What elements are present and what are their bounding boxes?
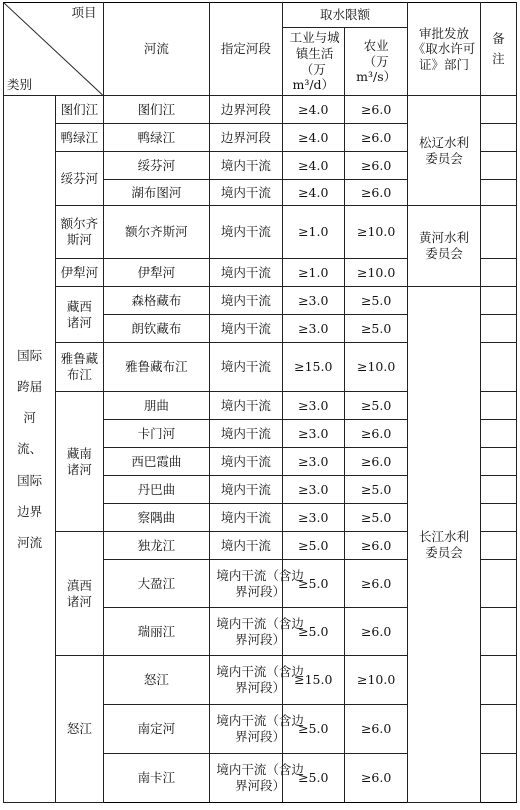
header-authority: 审批发放《取水许可证》部门	[408, 3, 480, 96]
remark-cell	[480, 180, 516, 206]
segment-cell: 境内干流	[210, 420, 282, 448]
industrial-cell: ≥3.0	[282, 476, 344, 504]
water-quota-table	[3, 2, 517, 803]
water-system: 鸭绿江	[56, 124, 103, 152]
agri-cell: ≥6.0	[344, 152, 407, 180]
remark-cell	[480, 152, 516, 180]
river-cell: 雅鲁藏布江	[103, 343, 210, 392]
agri-cell: ≥6.0	[344, 180, 407, 206]
water-system: 怒江	[56, 656, 103, 803]
agri-cell: ≥6.0	[344, 754, 407, 803]
remark-cell	[480, 504, 516, 532]
header-remark: 备注	[480, 3, 516, 96]
remark-cell	[480, 343, 516, 392]
river-cell: 湖布图河	[103, 180, 210, 206]
agri-cell: ≥5.0	[344, 287, 407, 315]
water-system: 雅鲁藏布江	[56, 343, 103, 392]
remark-cell	[480, 96, 516, 124]
category-cell: 国际跨届河流、国际边界河流	[4, 96, 56, 803]
agri-cell: ≥10.0	[344, 206, 407, 259]
industrial-cell: ≥4.0	[282, 152, 344, 180]
diagonal-header-cell	[4, 3, 104, 96]
segment-cell: 境内干流（含边界河段）	[210, 608, 282, 656]
industrial-cell: ≥1.0	[282, 206, 344, 259]
industrial-cell: ≥3.0	[282, 392, 344, 420]
segment-cell: 境内干流	[210, 287, 282, 315]
agri-cell: ≥5.0	[344, 504, 407, 532]
remark-cell	[480, 287, 516, 315]
authority-cell: 黄河水利委员会	[408, 206, 480, 287]
authority-cell: 松辽水利委员会	[408, 96, 480, 206]
river-cell: 丹巴曲	[103, 476, 210, 504]
water-system: 滇西诸河	[56, 532, 103, 656]
river-cell: 瑞丽江	[103, 608, 210, 656]
industrial-cell: ≥3.0	[282, 287, 344, 315]
header-river: 河流	[103, 3, 210, 96]
agri-cell: ≥6.0	[344, 560, 407, 608]
river-cell: 图们江	[103, 96, 210, 124]
remark-cell	[480, 392, 516, 420]
agri-cell: ≥6.0	[344, 448, 407, 476]
remark-cell	[480, 532, 516, 560]
header-quota: 取水限额	[282, 3, 408, 28]
industrial-cell: ≥5.0	[282, 754, 344, 803]
industrial-cell: ≥4.0	[282, 124, 344, 152]
river-cell: 朗钦藏布	[103, 315, 210, 343]
industrial-cell: ≥15.0	[282, 343, 344, 392]
remark-cell	[480, 560, 516, 608]
segment-cell: 境内干流	[210, 504, 282, 532]
remark-cell	[480, 705, 516, 754]
agri-cell: ≥5.0	[344, 315, 407, 343]
remark-cell	[480, 315, 516, 343]
river-cell: 西巴霞曲	[103, 448, 210, 476]
segment-cell: 境内干流（含边界河段）	[210, 560, 282, 608]
industrial-cell: ≥5.0	[282, 608, 344, 656]
segment-cell: 境内干流（含边界河段）	[210, 705, 282, 754]
industrial-cell: ≥5.0	[282, 560, 344, 608]
river-cell: 独龙江	[103, 532, 210, 560]
river-cell: 南定河	[103, 705, 210, 754]
header-industrial: 工业与城镇生活 （万 m³/d）	[282, 28, 344, 96]
river-cell: 额尔齐斯河	[103, 206, 210, 259]
remark-cell	[480, 608, 516, 656]
agri-cell: ≥5.0	[344, 476, 407, 504]
remark-cell	[480, 448, 516, 476]
remark-cell	[480, 656, 516, 705]
agri-cell: ≥6.0	[344, 705, 407, 754]
segment-cell: 境内干流	[210, 532, 282, 560]
header-category: 类别	[7, 77, 33, 93]
segment-cell: 边界河段	[210, 96, 282, 124]
river-cell: 伊犁河	[103, 259, 210, 287]
river-cell: 绥芬河	[103, 152, 210, 180]
segment-cell: 境内干流	[210, 448, 282, 476]
water-system: 绥芬河	[56, 152, 103, 206]
water-system: 图们江	[56, 96, 103, 124]
agri-cell: ≥6.0	[344, 96, 407, 124]
industrial-cell: ≥1.0	[282, 259, 344, 287]
river-cell: 南卡江	[103, 754, 210, 803]
header-agri: 农业 （万 m³/s）	[344, 28, 407, 96]
river-cell: 鸭绿江	[103, 124, 210, 152]
river-cell: 怒江	[103, 656, 210, 705]
industrial-cell: ≥5.0	[282, 532, 344, 560]
remark-cell	[480, 476, 516, 504]
agri-cell: ≥10.0	[344, 259, 407, 287]
industrial-cell: ≥3.0	[282, 504, 344, 532]
agri-cell: ≥10.0	[344, 656, 407, 705]
industrial-cell: ≥3.0	[282, 448, 344, 476]
agri-cell: ≥6.0	[344, 420, 407, 448]
agri-cell: ≥6.0	[344, 532, 407, 560]
river-cell: 森格藏布	[103, 287, 210, 315]
agri-cell: ≥6.0	[344, 124, 407, 152]
agri-cell: ≥5.0	[344, 392, 407, 420]
industrial-cell: ≥4.0	[282, 96, 344, 124]
river-cell: 朋曲	[103, 392, 210, 420]
water-system: 藏西诸河	[56, 287, 103, 343]
agri-cell: ≥10.0	[344, 343, 407, 392]
segment-cell: 境内干流（含边界河段）	[210, 656, 282, 705]
water-system: 藏南诸河	[56, 392, 103, 532]
river-cell: 大盈江	[103, 560, 210, 608]
segment-cell: 境内干流	[210, 180, 282, 206]
industrial-cell: ≥4.0	[282, 180, 344, 206]
industrial-cell: ≥3.0	[282, 315, 344, 343]
segment-cell: 境内干流	[210, 315, 282, 343]
industrial-cell: ≥15.0	[282, 656, 344, 705]
remark-cell	[480, 259, 516, 287]
segment-cell: 境内干流	[210, 152, 282, 180]
remark-cell	[480, 206, 516, 259]
header-item: 项目	[71, 5, 97, 20]
remark-cell	[480, 420, 516, 448]
segment-cell: 境内干流	[210, 343, 282, 392]
segment-cell: 境内干流（含边界河段）	[210, 754, 282, 803]
water-system: 额尔齐斯河	[56, 206, 103, 259]
segment-cell: 境内干流	[210, 206, 282, 259]
water-system: 伊犁河	[56, 259, 103, 287]
river-cell: 察隅曲	[103, 504, 210, 532]
remark-cell	[480, 124, 516, 152]
segment-cell: 境内干流	[210, 259, 282, 287]
river-cell: 卡门河	[103, 420, 210, 448]
segment-cell: 境内干流	[210, 392, 282, 420]
segment-cell: 边界河段	[210, 124, 282, 152]
segment-cell: 境内干流	[210, 476, 282, 504]
industrial-cell: ≥5.0	[282, 705, 344, 754]
header-segment: 指定河段	[210, 3, 282, 96]
authority-cell: 长江水利委员会	[408, 287, 480, 803]
agri-cell: ≥6.0	[344, 608, 407, 656]
industrial-cell: ≥3.0	[282, 420, 344, 448]
remark-cell	[480, 754, 516, 803]
